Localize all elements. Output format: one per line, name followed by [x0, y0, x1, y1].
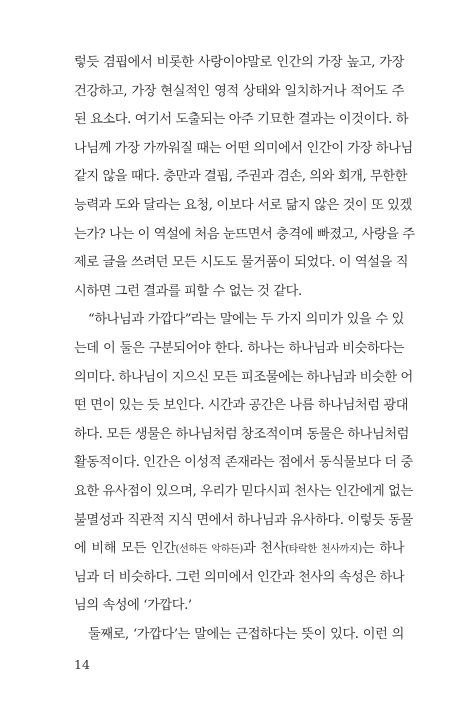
page-number: 14 [74, 657, 90, 672]
text-line: 님과 더 비슷하다. 그런 의미에서 인간과 천사의 속성은 하나 [74, 569, 405, 585]
text-line: 능력과 도와 달라는 요청, 이보다 서로 닮지 않은 것이 또 있겠 [74, 198, 412, 213]
text-line: 건강하고, 가장 현실적인 영적 상태와 일치하거나 적어도 주 [74, 83, 404, 99]
paragraph-end-line: 시하면 그런 결과를 피할 수 없는 것 같다. [74, 283, 302, 299]
text-line: 활동적이다. 인간은 이성적 존재라는 점에서 동식물보다 더 중 [74, 455, 413, 471]
text-line: 렇듯 겸핍에서 비롯한 사랑이야말로 인간의 가장 높고, 가장 [74, 55, 404, 70]
text-line: 떤 면이 있는 듯 보인다. 시간과 공간은 나름 하나님처럼 광대 [74, 398, 409, 414]
text-segment: 과 천사 [243, 541, 286, 557]
text-line-with-annotations [74, 536, 404, 562]
paragraph-start-line: 둘째로, ‘가깝다’는 말에는 근접하다는 뜻이 있다. 이런 의 [88, 627, 404, 642]
text-line: 하다. 모든 생물은 하나님처럼 창조적이며 동물은 하나님처럼 [74, 426, 410, 442]
paragraph-end-line: 님의 속성에 ‘가깝다.’ [74, 598, 192, 614]
parenthetical-note: (선하든 악하든) [175, 544, 244, 556]
text-line: 요한 유사점이 있으며, 우리가 믿다시피 천사는 인간에게 없는 [74, 484, 413, 499]
text-line: 나님께 가장 가까워질 때는 어떤 의미에서 인간이 가장 하나님 [74, 140, 413, 156]
text-line: 같지 않을 때다. 충만과 결핍, 주권과 겸손, 의와 회개, 무한한 [74, 169, 408, 185]
text-line: 불멸성과 직관적 지식 면에서 하나님과 유사하다. 이렇듯 동물 [74, 512, 413, 528]
paragraph-start-line: “하나님과 가깝다”라는 말에는 두 가지 의미가 있을 수 있 [88, 312, 404, 328]
text-line: 는가? 나는 이 역설에 처음 눈뜨면서 충격에 빠졌고, 사랑을 주 [74, 226, 415, 242]
text-segment: 에 비해 모든 인간 [74, 541, 176, 557]
text-line: 제로 글을 쓰려던 모든 시도도 물거품이 되었다. 이 역설을 직 [74, 255, 409, 271]
text-line: 는데 이 둘은 구분되어야 한다. 하나는 하나님과 비슷하다는 [74, 341, 404, 356]
text-line: 의미다. 하나님이 지으신 모든 피조물에는 하나님과 비슷한 어 [74, 369, 413, 385]
text-line: 된 요소다. 여기서 도출되는 아주 기묘한 결과는 이것이다. 하 [74, 112, 409, 128]
text-segment: 는 하나 [361, 541, 404, 557]
parenthetical-note: (타락한 천사까지) [285, 544, 362, 556]
